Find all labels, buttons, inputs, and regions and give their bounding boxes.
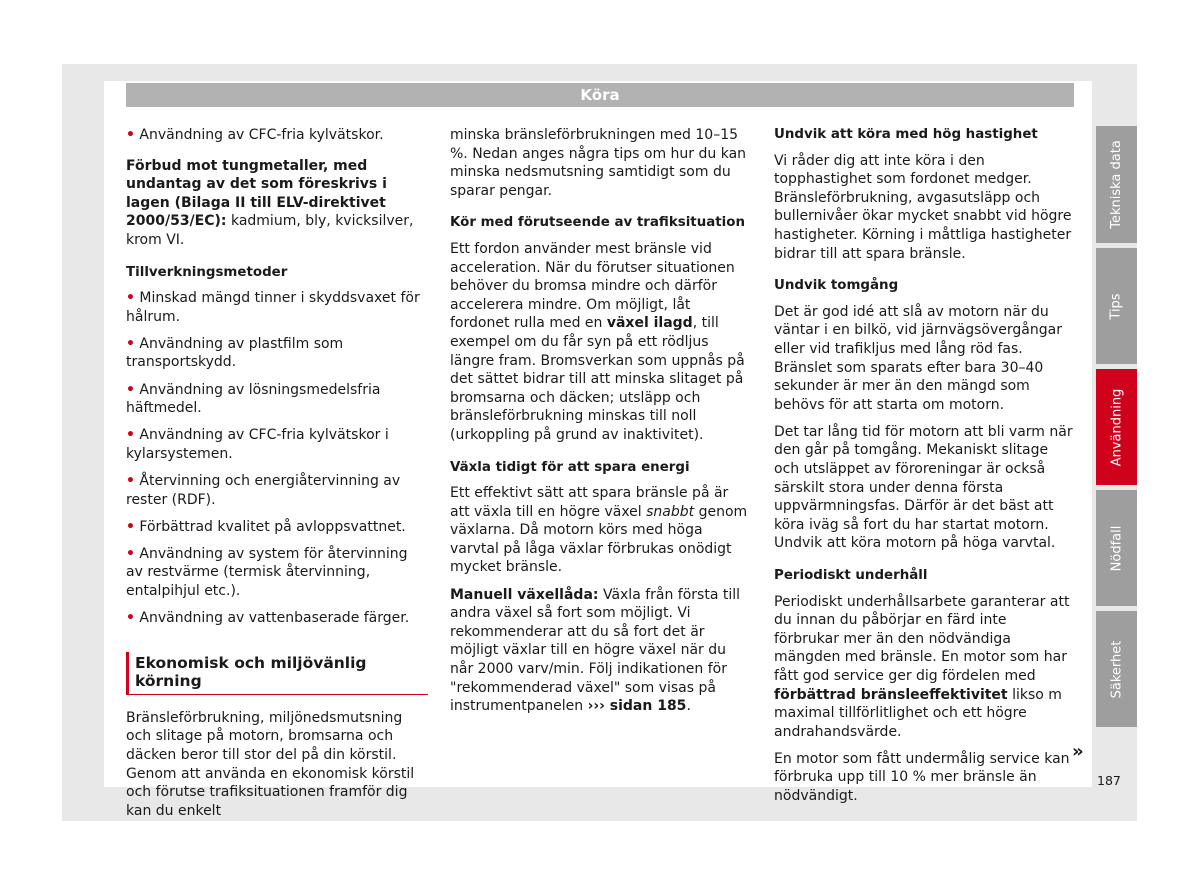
list-item: • Minskad mängd tinner i skyddsvaxet för hålrum. — [126, 290, 420, 325]
section-title: Ekonomisk och miljövänlig körning — [126, 652, 428, 695]
list-item: • Användning av plastfilm som transportskydd. — [126, 335, 344, 371]
column-2 — [450, 126, 748, 724]
paragraph-idle-1: Det är god idé att slå av motorn när du väntar i en bilkö, vid järnvägsövergångar eller vid trafikljus med lång röd fas. Bränslet som sparats efter bara 30–40 sekunder är mer än den mängd som behövs för att starta om motorn. — [774, 303, 1062, 413]
paragraph-high-speed: Vi råder dig att inte köra i den topphastighet som fordonet medger. Bränsleförbrukning, avgasutsläpp och bullernivåer ökar mycket snabbt vid högre hastigheter. Körning i måttliga hastigheter bidrar till att spara bränsle. — [774, 152, 1072, 262]
tab-tekniska-data[interactable]: Tekniska data — [1096, 126, 1137, 243]
paragraph-idle-2: Det tar lång tid för motorn att bli varm när den går på tomgång. Mekaniskt slitage och utsläppet av föroreningar är också särskilt stora under denna första uppvärmningsfas. Därför är det bäst att köra iväg så fort du har startat motorn. Undvik att köra motorn på höga varvtal. — [774, 423, 1073, 552]
paragraph-maintenance-2: En motor som fått undermålig service kan förbruka upp till 10 % mer bränsle än nödvändigt. — [774, 750, 1070, 804]
column-3 — [774, 126, 1074, 814]
continue-arrow-icon: » — [1072, 741, 1084, 762]
paragraph-anticipate: Ett fordon använder mest bränsle vid acceleration. När du förutser situationen behöver du bromsa mindre och därför accelerera mindre. Om möjligt, låt fordonet rulla med en växel ilagd, till exempel om du får syn på ett rödljus längre fram. Bromsverkan som uppnås på det sättet bidrar till att minska slitaget på bromsarna och däcken; utsläpp och bränsleförbrukning minskas till noll (urkoppling på grund av inaktivitet). — [450, 240, 745, 443]
tab-sakerhet[interactable]: Säkerhet — [1096, 611, 1137, 727]
chapter-header: Köra — [126, 83, 1074, 107]
list-item: • Användning av system för återvinning av restvärme (termisk återvinning, entalpihjul etc.). — [126, 545, 408, 599]
column-1 — [126, 126, 428, 829]
bullet-icon: • — [126, 290, 135, 307]
heading-shift-early: Växla tidigt för att spara energi — [450, 459, 690, 475]
bullet-icon: • — [126, 427, 135, 444]
intro-continued: minska bränsleförbrukningen med 10–15 %. Nedan anges några tips om hur du kan minska nedsmutsning samtidigt som du sparar pengar. — [450, 127, 747, 199]
list-item: • Återvinning och energiåtervinning av rester (RDF). — [126, 472, 401, 508]
bullet-icon: • — [126, 127, 135, 143]
list-item: • Användning av CFC-fria kylvätskor i kylarsystemen. — [126, 427, 389, 462]
paragraph-manual-gearbox: Manuell växellåda: Växla från första till andra växel så fort som möjligt. Vi rekommenderar att du så fort det är möjligt växlar till en högre växel när du når 2000 varv/min. Följ indikationen för "rekommenderad växel" som visas på instrumentpanelen ››› sidan 185. — [450, 586, 741, 715]
paragraph-shift-early: Ett effektivt sätt att spara bränsle på är att växla till en högre växel snabbt genom växlarna. Då motorn körs med höga varvtal på låga växlar förbrukas onödigt mycket bränsle. — [450, 485, 748, 576]
page-number: 187 — [1097, 773, 1121, 788]
list-item: • Användning av CFC-fria kylvätskor. — [126, 127, 384, 143]
heading-maintenance: Periodiskt underhåll — [774, 567, 928, 583]
bullet-icon: • — [126, 472, 135, 489]
heading-high-speed: Undvik att köra med hög hastighet — [774, 127, 1038, 142]
manufacturing-heading: Tillverkningsmetoder — [126, 264, 288, 280]
manufacturing-list — [126, 289, 428, 627]
paragraph-maintenance-1: Periodiskt underhållsarbete garanterar att du innan du påbörjar en färd inte förbrukar mer än den nödvändiga mängden med bränsle. En motor som har fått god service ger dig fördelen med förbättrad bränsleeffektivitet likso m maximal tillförlitlighet och ett högre andrahandsvärde. — [774, 593, 1070, 740]
list-item: • Användning av lösningsmedelsfria häftmedel. — [126, 381, 381, 417]
list-item: • Användning av vattenbaserade färger. — [126, 609, 410, 626]
bullet-icon: • — [126, 381, 135, 398]
bullet-icon: • — [126, 609, 135, 626]
heavy-metals-paragraph: Förbud mot tungmetaller, med undantag av det som föreskrivs i lagen (Bilaga II till ELV-direktivet 2000/53/EC): kadmium, bly, kvicksilver, krom VI. — [126, 157, 414, 248]
intro-paragraph: Bränsleförbrukning, miljönedsmutsning och slitage på motorn, bromsarna och däcken beror till stor del på din körstil. Genom att använda en ekonomisk körstil och förutse trafiksituationen framför dig kan du enkelt — [126, 709, 415, 819]
bullet-icon: • — [126, 518, 135, 535]
bullet-icon: • — [126, 335, 135, 352]
tab-nodfall[interactable]: Nödfall — [1096, 490, 1137, 606]
tab-tips[interactable]: Tips — [1096, 248, 1137, 364]
list-item: • Förbättrad kvalitet på avloppsvattnet. — [126, 518, 406, 535]
bullet-icon: • — [126, 545, 135, 562]
heading-idle: Undvik tomgång — [774, 278, 899, 294]
heading-anticipate: Kör med förutseende av trafiksituation — [450, 215, 745, 231]
page-reference-link[interactable]: ››› sidan 185 — [587, 698, 687, 715]
tab-anvandning[interactable]: Användning — [1096, 369, 1137, 485]
